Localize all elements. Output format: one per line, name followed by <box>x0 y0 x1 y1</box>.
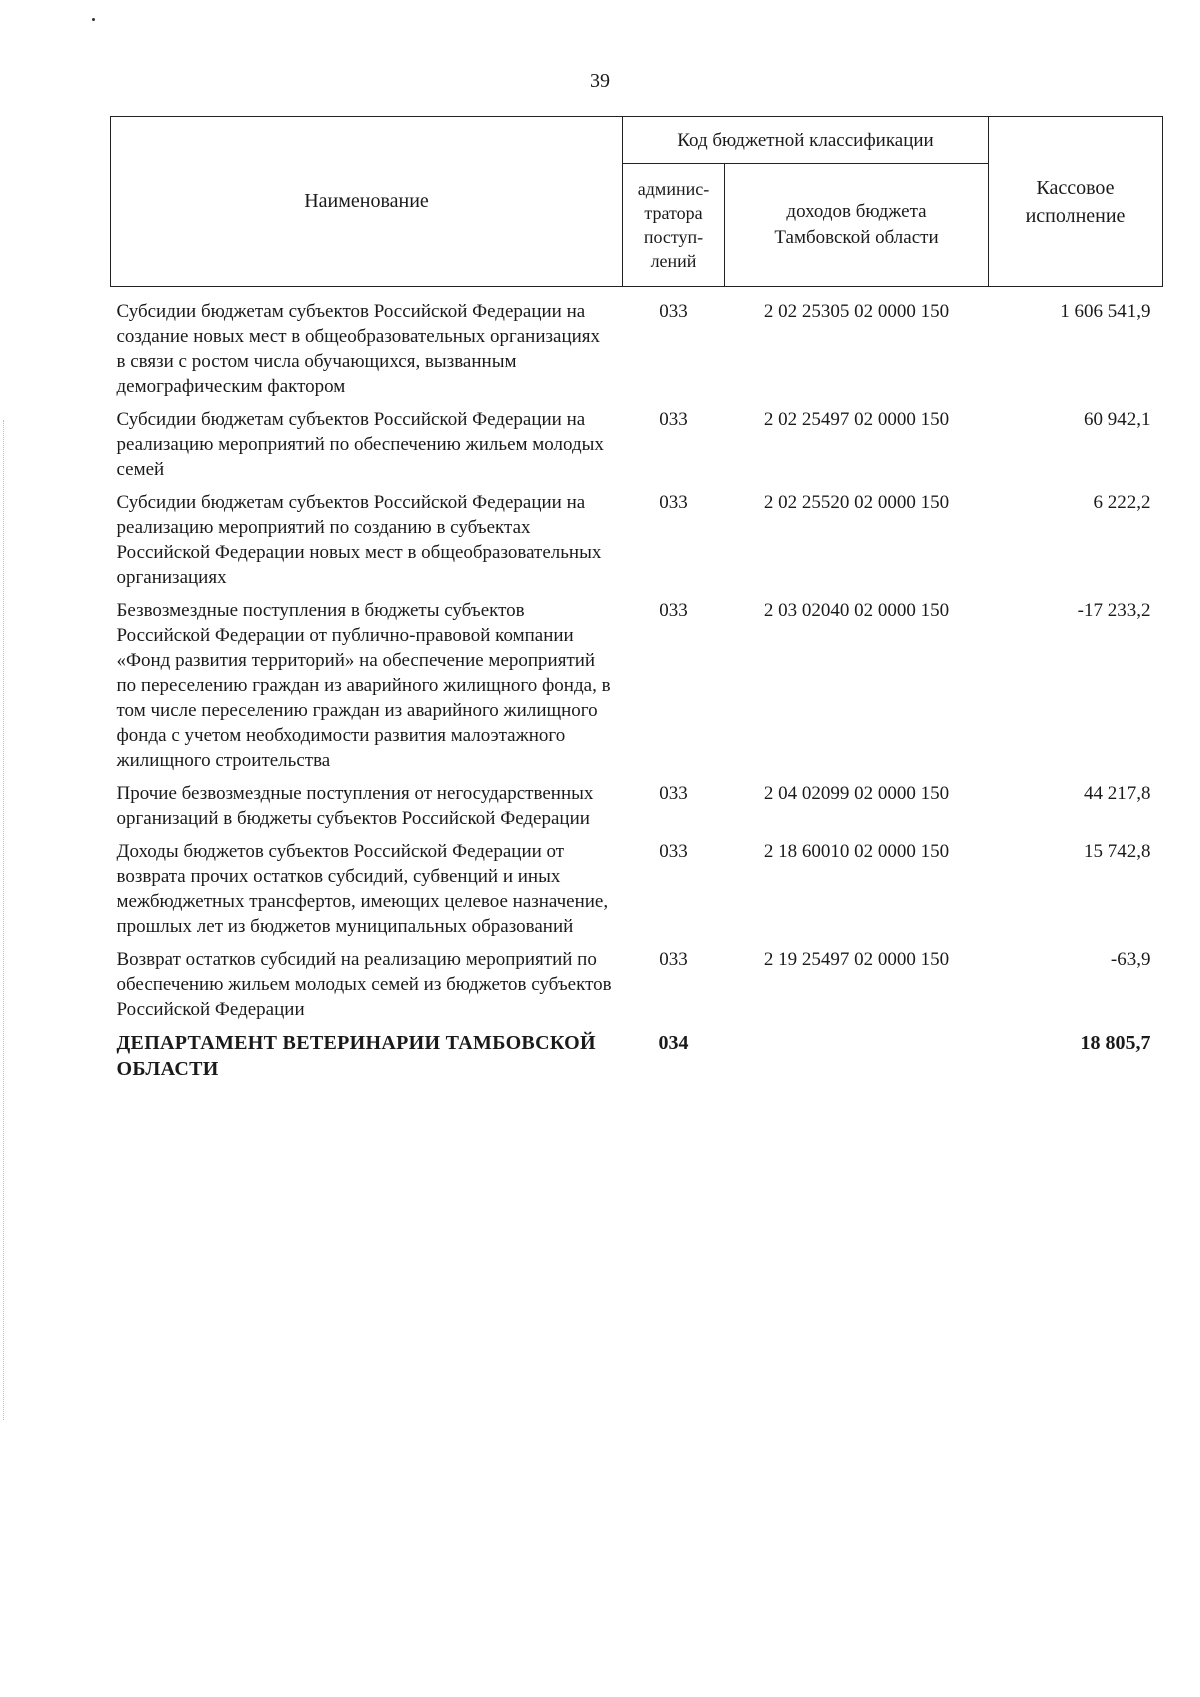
row-amount: 6 222,2 <box>1093 492 1151 513</box>
header-code-line: Тамбовской области <box>774 227 939 248</box>
table-row <box>111 781 1163 839</box>
row-name: Субсидии бюджетам субъектов Российской Федерации на реализацию мероприятий по обеспечению жильем молодых семей <box>116 409 604 480</box>
header-cash-execution <box>989 117 1163 287</box>
row-income-code: 2 03 02040 02 0000 150 <box>763 600 950 621</box>
header-administrator <box>623 164 725 287</box>
row-income-code: 2 02 25305 02 0000 150 <box>763 301 950 322</box>
row-name: Прочие безвозмездные поступления от негосударственных организаций в бюджеты субъектов Российской Федерации <box>116 783 594 829</box>
row-admin-code: 033 <box>659 409 688 430</box>
header-classification-code: Код бюджетной классификации <box>623 117 989 164</box>
row-name: Субсидии бюджетам субъектов Российской Федерации на реализацию мероприятий по созданию в субъектах Российской Федерации новых мест в общеобразовательных организациях <box>116 492 602 588</box>
row-income-code: 2 02 25497 02 0000 150 <box>763 409 950 430</box>
row-income-code: 2 19 25497 02 0000 150 <box>763 949 950 970</box>
header-name: Наименование <box>111 117 623 287</box>
department-admin-code: 034 <box>658 1032 689 1054</box>
row-income-code: 2 18 60010 02 0000 150 <box>763 841 950 862</box>
table-row <box>111 839 1163 947</box>
header-admin-line: админис- <box>637 179 710 199</box>
row-name: Безвозмездные поступления в бюджеты субъектов Российской Федерации от публично-правовой компании «Фонд развития территорий» на обеспечение мероприятий по переселению граждан из аварийного жилищного фонда, в том числе переселению граждан из аварийного жилищного фонда с учетом необходимости развития малоэтажного жилищного строительства <box>116 600 611 771</box>
header-amount-line: исполнение <box>1025 204 1126 227</box>
header-admin-line: лений <box>650 251 697 271</box>
scan-speck <box>92 18 95 21</box>
department-amount: 18 805,7 <box>1080 1032 1151 1054</box>
table-row <box>111 407 1163 490</box>
table-row <box>111 287 1163 408</box>
department-row <box>111 1030 1163 1090</box>
table-row <box>111 947 1163 1030</box>
department-income-code <box>725 1030 989 1090</box>
row-amount: -17 233,2 <box>1077 600 1151 621</box>
table-header <box>111 117 1163 287</box>
row-admin-code: 033 <box>659 492 688 513</box>
budget-table <box>110 116 1163 1090</box>
row-amount: 15 742,8 <box>1084 841 1151 862</box>
row-amount: 60 942,1 <box>1084 409 1151 430</box>
scan-edge-mark <box>3 420 5 1420</box>
row-admin-code: 033 <box>659 600 688 621</box>
page-number: 39 <box>590 70 610 92</box>
header-amount-line: Кассовое <box>1036 176 1115 199</box>
row-amount: 44 217,8 <box>1084 783 1151 804</box>
header-income-code <box>725 164 989 287</box>
table-row <box>111 490 1163 598</box>
row-amount: 1 606 541,9 <box>1060 301 1151 322</box>
table-row <box>111 598 1163 781</box>
row-admin-code: 033 <box>659 841 688 862</box>
table-body <box>111 287 1163 1091</box>
row-admin-code: 033 <box>659 783 688 804</box>
header-code-line: доходов бюджета <box>786 201 927 222</box>
row-name: Субсидии бюджетам субъектов Российской Федерации на создание новых мест в общеобразовательных организациях в связи с ростом числа обучающихся, вызванным демографическим фактором <box>116 301 601 397</box>
row-admin-code: 033 <box>659 301 688 322</box>
row-income-code: 2 04 02099 02 0000 150 <box>763 783 950 804</box>
row-admin-code: 033 <box>659 949 688 970</box>
row-income-code: 2 02 25520 02 0000 150 <box>763 492 950 513</box>
row-amount: -63,9 <box>1110 949 1151 970</box>
department-name: ДЕПАРТАМЕНТ ВЕТЕРИНАРИИ ТАМБОВСКОЙ ОБЛАСТИ <box>116 1032 596 1080</box>
header-admin-line: поступ- <box>643 227 704 247</box>
row-name: Доходы бюджетов субъектов Российской Федерации от возврата прочих остатков субсидий, субвенций и иных межбюджетных трансфертов, имеющих целевое назначение, прошлых лет из бюджетов муниципальных образований <box>116 841 609 937</box>
header-admin-line: тратора <box>644 203 703 223</box>
row-name: Возврат остатков субсидий на реализацию мероприятий по обеспечению жильем молодых семей из бюджетов субъектов Российской Федерации <box>116 949 612 1020</box>
